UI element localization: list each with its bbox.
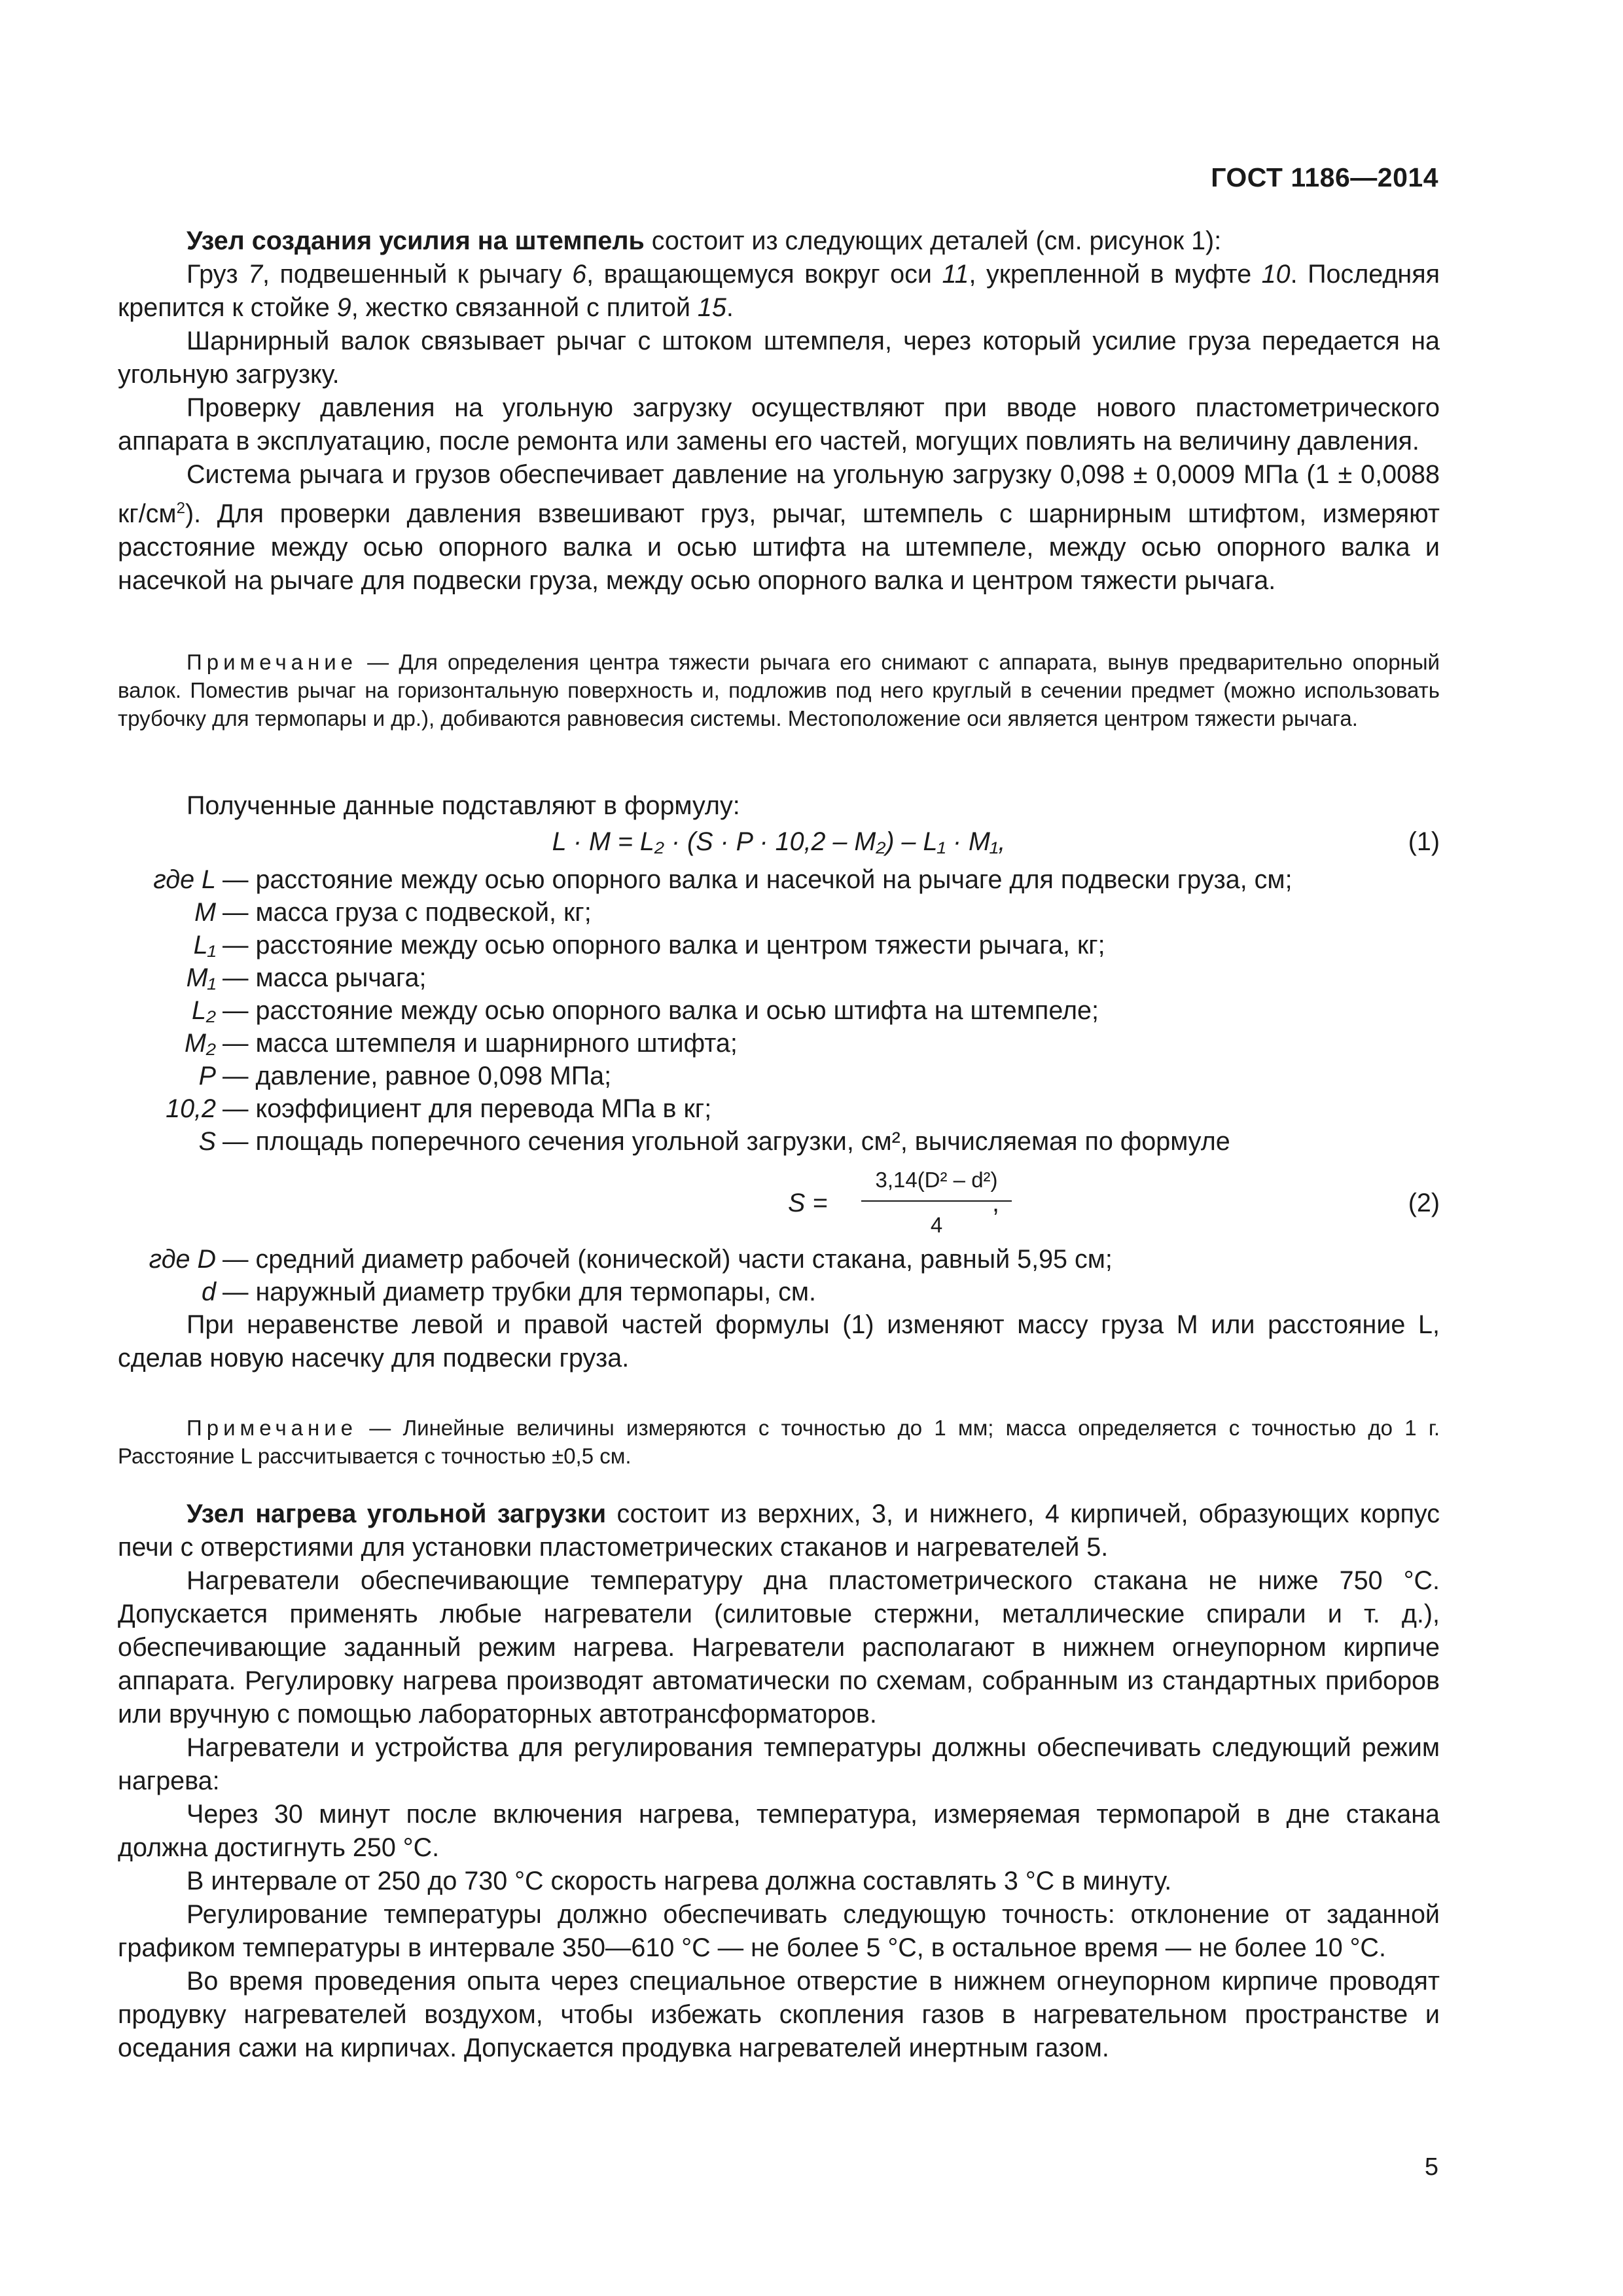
definition-symbol: d [202, 1278, 216, 1306]
text: , вращающемуся вокруг оси [586, 260, 942, 289]
definitions-list [118, 1243, 1440, 1308]
definition-text: — наружный диаметр трубки для термопары, см. [223, 1278, 817, 1306]
note-text: — Для определения центра тяжести рычага его снимают с аппарата, вынув предварительно опорный валок. Поместив рычаг на горизонтальную поверхность и, подложив под него круглый в сечении предмет (можно использовать трубочку для термопары и др.), добиваются равновесия системы. Местоположение оси является центром тяжести рычага. [118, 650, 1440, 730]
definition-symbol: где L [153, 865, 216, 894]
definition-symbol: L₁ [193, 931, 216, 960]
fraction [861, 1163, 1012, 1242]
text: . [726, 293, 734, 322]
definition-text: — давление, равное 0,098 МПа; [223, 1062, 612, 1090]
section-heading: Узел нагрева угольной загрузки [187, 1499, 607, 1528]
definition-row [118, 1060, 1440, 1092]
definition-symbol: M [194, 898, 216, 927]
definition-text: — площадь поперечного сечения угольной загрузки, см², вычисляемая по формуле [223, 1127, 1230, 1156]
text: Система рычага и грузов обеспечивает давление на угольную загрузку 0,098 ± 0,0009 МПа (1 ± 0,0088 кг/см [118, 460, 1440, 529]
definition-row [118, 929, 1440, 961]
paragraph: Через 30 минут после включения нагрева, температура, измеряемая термопарой в дне стакана должна достигнуть 250 °С. [118, 1800, 1440, 1862]
note-block [118, 1414, 1440, 1470]
definition-text: — средний диаметр рабочей (конической) части стакана, равный 5,95 см; [223, 1245, 1113, 1274]
formula-intro: Полученные данные подставляют в формулу: [187, 791, 740, 820]
paragraph: Нагреватели обеспечивающие температуру дна пластометрического стакана не ниже 750 °С. Допускается применять любые нагреватели (силитовые стержни, металлические спирали и т. д.), обеспечивающие заданный режим нагрева. Нагреватели располагают в нижнем огнеупорном кирпиче аппарата. Регулировку нагрева производят автоматически по схемам, собранным из стандартных приборов или вручную с помощью лабораторных автотрансформаторов. [118, 1566, 1440, 1729]
text: , жестко связанной с плитой [351, 293, 698, 322]
definition-text: — коэффициент для перевода МПа в кг; [223, 1094, 712, 1123]
ref-number: 9 [336, 293, 351, 322]
paragraph: Во время проведения опыта через специальное отверстие в нижнем огнеупорном кирпиче проводят продувку нагревателей воздухом, чтобы избежать скопления газов в нагревательном пространстве и оседания сажи на кирпичах. Допускается продувка нагревателей инертным газом. [118, 1967, 1440, 2062]
paragraph: Регулирование температуры должно обеспечивать следующую точность: отклонение от заданной графиком температуры в интервале 350—610 °С — не более 5 °С, в остальное время — не более 10 °С. [118, 1900, 1440, 1962]
ref-number: 6 [572, 260, 587, 289]
ref-number: 15 [697, 293, 726, 322]
definition-row [118, 1027, 1440, 1060]
definition-symbol: M₁ [186, 963, 216, 992]
definition-text: — масса груза с подвеской, кг; [223, 898, 592, 927]
paragraph [118, 458, 1440, 598]
formula-1 [118, 825, 1440, 863]
definition-symbol: L₂ [191, 996, 216, 1025]
section-load-assembly [118, 224, 1440, 598]
definition-symbol: P [198, 1062, 216, 1090]
text: состоит из следующих деталей (см. рисунок 1): [644, 226, 1222, 255]
formula-expression: L · M = L₂ · (S · P · 10,2 – M₂) – L₁ · M₁, [552, 827, 1006, 856]
ref-number: 10 [1261, 260, 1291, 289]
note [118, 1414, 1440, 1470]
definition-row [118, 961, 1440, 994]
ref-number: 11 [942, 260, 969, 289]
paragraph: Проверку давления на угольную загрузку осуществляют при вводе нового пластометрического аппарата в эксплуатацию, после ремонта или замены его частей, могущих повлиять на величину давления. [118, 393, 1440, 456]
formula-number: (2) [1408, 1189, 1440, 1217]
section-heating-assembly [118, 1498, 1440, 2065]
formula-section [118, 789, 1440, 1375]
text: ). Для проверки давления взвешивают груз, рычаг, штемпель с шарнирным штифтом, измеряют расстояние между осью опорного валка и осью штифта на штемпеле, между осью опорного валка и насечкой на рычаге для подвески груза, между осью опорного валка и центром тяжести рычага. [118, 499, 1440, 596]
paragraph [118, 258, 1440, 325]
note-text: — Линейные величины измеряются с точностью до 1 мм; масса определяется с точностью до 1 г. Расстояние L рассчитывается с точностью ±0,5 см. [118, 1416, 1440, 1468]
definition-symbol: где D [149, 1245, 216, 1274]
ref-number: 7 [248, 260, 263, 289]
formula-number: (1) [1408, 827, 1440, 856]
text: . Последняя крепится к стойке [118, 260, 1440, 322]
paragraph: При неравенстве левой и правой частей формулы (1) изменяют массу груза М или расстояние L, сделав новую насечку для подвески груза. [118, 1310, 1440, 1372]
definition-row [118, 1276, 1440, 1308]
definition-symbol: S [198, 1127, 216, 1156]
standard-header: ГОСТ 1186—2014 [1211, 162, 1438, 192]
definition-text: — масса штемпеля и шарнирного штифта; [223, 1029, 738, 1058]
definition-text: — расстояние между осью опорного валка и осью штифта на штемпеле; [223, 996, 1099, 1025]
formula-2 [118, 1158, 1440, 1243]
superscript: 2 [176, 499, 185, 517]
fraction-numerator: 3,14(D² – d²) [861, 1163, 1012, 1202]
page-number: 5 [1424, 2153, 1438, 2181]
definition-symbol: M₂ [185, 1029, 216, 1058]
definition-row [118, 1125, 1440, 1158]
definition-text: — масса рычага; [223, 963, 427, 992]
definition-text: — расстояние между осью опорного валка и насечкой на рычаге для подвески груза, см; [223, 865, 1293, 894]
definition-row [118, 994, 1440, 1027]
note-label: Примечание [187, 650, 358, 674]
definition-row [118, 1092, 1440, 1125]
definition-symbol: 10,2 [166, 1094, 216, 1123]
note-block [118, 648, 1440, 732]
definition-row [118, 896, 1440, 929]
note [118, 648, 1440, 732]
text: , подвешенный к рычагу [262, 260, 573, 289]
paragraph [118, 1498, 1440, 1564]
text: , укрепленной в муфте [969, 260, 1262, 289]
definition-row [118, 1243, 1440, 1276]
definition-text: — расстояние между осью опорного валка и центром тяжести рычага, кг; [223, 931, 1105, 960]
paragraph [118, 224, 1440, 258]
paragraph: Шарнирный валок связывает рычаг с штоком штемпеля, через который усилие груза передается на угольную загрузку. [118, 327, 1440, 389]
definitions-list [118, 863, 1440, 1158]
text: Груз [187, 260, 249, 289]
section-heading: Узел создания усилия на штемпель [187, 226, 645, 255]
paragraph: В интервале от 250 до 730 °С скорость нагрева должна составлять 3 °С в минуту. [187, 1867, 1172, 1895]
formula-lhs: S = [788, 1189, 828, 1217]
note-label: Примечание [187, 1416, 358, 1440]
text: состоит из верхних, 3, и нижнего, 4 кирпичей, образующих корпус печи с отверстиями для установки пластометрических стаканов и нагревателей 5. [118, 1499, 1440, 1562]
paragraph: Нагреватели и устройства для регулирования температуры должны обеспечивать следующий режим нагрева: [118, 1733, 1440, 1795]
definition-row [118, 863, 1440, 896]
fraction-denominator: 4 [930, 1213, 943, 1237]
formula-comma: , [992, 1189, 999, 1217]
